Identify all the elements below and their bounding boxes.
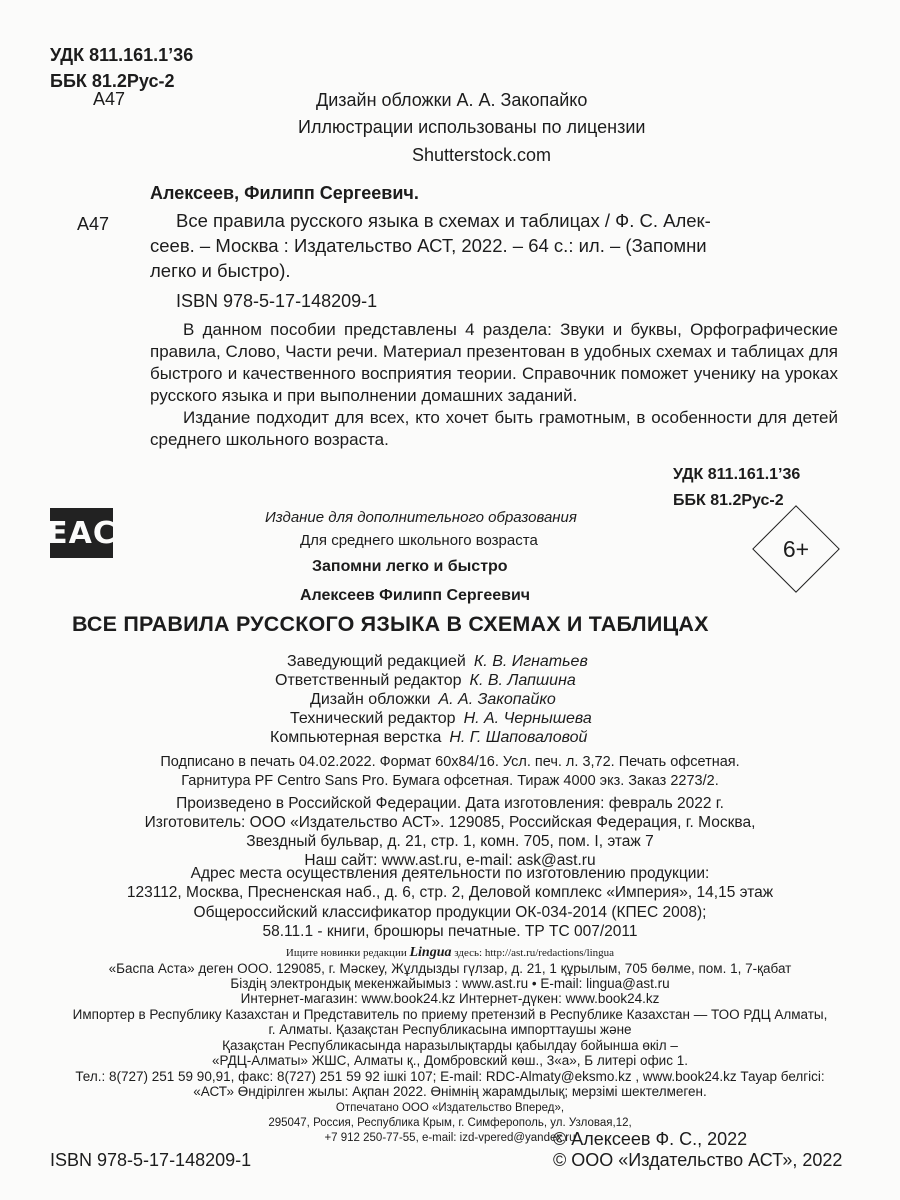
production-line1: Произведено в Российской Федерации. Дата изготовления: февраль 2022 г. [176, 795, 724, 812]
staff-row [290, 710, 592, 728]
staff-row [310, 691, 556, 709]
staff-role: Технический редактор [290, 710, 456, 727]
catalog-description-line2: сеев. – Москва : Издательство АСТ, 2022. – 64 с.: ил. – (Запомни [150, 235, 707, 256]
staff-name: А. А. Закопайко [438, 691, 556, 708]
lingua-before: Ищите новинки редакции [285, 947, 407, 959]
edition-audience: Для среднего школьного возраста [300, 532, 538, 549]
printer-line2: 295047, Россия, Республика Крым, г. Симферополь, ул. Узловая,12, [268, 1117, 632, 1129]
udk-code-right: УДК 811.161.1’36 [673, 466, 801, 483]
lingua-logo: Lingua [409, 945, 452, 960]
lingua-line [0, 946, 900, 960]
book-author: Алексеев Филипп Сергеевич [300, 587, 531, 604]
catalog-author-heading: Алексеев, Филипп Сергеевич. [150, 183, 419, 203]
age-rating-label: 6+ [782, 536, 810, 562]
staff-name: К. В. Игнатьев [473, 653, 588, 670]
staff-role: Ответственный редактор [275, 672, 462, 689]
kazakh-line6: Қазақстан Республикасында наразылықтарды қабылдау бойынша өкіл – [222, 1038, 678, 1053]
annotation-paragraph-1: В данном пособии представлены 4 раздела: Звуки и буквы, Орфографические правила, Слово, Части речи. Материал презентован в удобных схемах и таблицах для быстрого и качественного восприятия теории. Справочник поможет ученику на уроках русского языка и при выполнении домашних заданий. [150, 320, 838, 405]
staff-row [287, 653, 588, 671]
author-sign-code: А47 [93, 89, 126, 109]
production-line4: Наш сайт: www.ast.ru, e-mail: ask@ast.ru [304, 852, 596, 869]
book-title: ВСЕ ПРАВИЛА РУССКОГО ЯЗЫКА В СХЕМАХ И ТАБЛИЦАХ [72, 612, 709, 636]
staff-role: Компьютерная верстка [270, 729, 442, 746]
copyright-publisher: © ООО «Издательство АСТ», 2022 [553, 1150, 843, 1170]
staff-name: Н. А. Чернышева [463, 710, 592, 727]
printer-line3: +7 912 250-77-55, e-mail: izd-vpered@yandex.ru [324, 1132, 576, 1144]
staff-row [275, 672, 576, 690]
kazakh-line5: г. Алматы. Қазақстан Республикасына импорттаушы және [268, 1022, 632, 1037]
annotation-paragraph-2: Издание подходит для всех, кто хочет быть грамотным, в особенности для детей среднего школьного возраста. [150, 408, 838, 449]
bbk-code: ББК 81.2Рус-2 [50, 71, 175, 91]
kazakh-line3: Интернет-магазин: www.book24.kz Интернет-дүкен: www.book24.kz [240, 991, 660, 1006]
kazakh-line7: «РДЦ-Алматы» ЖШС, Алматы қ., Домбровский көш., 3«а», Б литері офис 1. [212, 1053, 688, 1068]
production-line8: 58.11.1 - книги, брошюры печатные. ТР ТС 007/2011 [262, 923, 638, 940]
kazakh-line9: «АСТ» Өндірілген жылы: Ақпан 2022. Өнімнің жарамдылық; мерзімі шектелмеген. [193, 1084, 707, 1099]
bbk-code-right: ББК 81.2Рус-2 [673, 492, 784, 509]
production-line5: Адрес места осуществления деятельности по изготовлению продукции: [190, 865, 710, 882]
kazakh-line4: Импортер в Республику Казахстан и Представитель по приему претензий в Республике Казахстан — ТОО РДЦ Алматы, [72, 1007, 828, 1022]
catalog-code: А47 [77, 214, 110, 234]
staff-role: Заведующий редакцией [287, 653, 466, 670]
catalog-description-line1: Все правила русского языка в схемах и таблицах / Ф. С. Алек- [176, 210, 711, 231]
eac-mark-text: EAC [47, 515, 116, 551]
printer-line1: Отпечатано ООО «Издательство Вперед», [335, 1102, 565, 1114]
production-line6: 123112, Москва, Пресненская наб., д. 6, стр. 2, Деловой комплекс «Империя», 14,15 этаж [126, 884, 774, 901]
kazakh-line8: Тел.: 8(727) 251 59 90,91, факс: 8(727) 251 59 92 ішкі 107; E-mail: RDC-Almaty@eksmo.kz , www.book24.kz Тауар белгісі: [75, 1069, 825, 1084]
illustrations-license: Иллюстрации использованы по лицензии [298, 117, 646, 137]
udk-code: УДК 811.161.1’36 [50, 45, 194, 65]
kazakh-line1: «Баспа Аста» деген ООО. 129085, г. Мәскеу, Жұлдызды гүлзар, д. 21, 1 құрылым, 705 бөлме, пом. 1, 7-қабат [108, 961, 792, 976]
cover-design-credit: Дизайн обложки А. А. Закопайко [316, 90, 588, 110]
edition-purpose: Издание для дополнительного образования [265, 509, 577, 526]
staff-row [270, 729, 587, 747]
lingua-after: здесь: http://ast.ru/redactions/lingua [454, 947, 615, 959]
catalog-description-line3: легко и быстро). [150, 260, 291, 281]
print-info-line2: Гарнитура PF Centro Sans Pro. Бумага офсетная. Тираж 4000 экз. Заказ 2273/2. [181, 773, 719, 789]
illustrations-source: Shutterstock.com [412, 145, 552, 165]
staff-name: К. В. Лапшина [469, 672, 576, 689]
eac-certification-icon [47, 508, 116, 558]
print-info-line1: Подписано в печать 04.02.2022. Формат 60х84/16. Усл. печ. л. 3,72. Печать офсетная. [160, 754, 740, 770]
staff-role: Дизайн обложки [310, 691, 431, 708]
annotation [150, 319, 838, 451]
kazakh-line2: Біздің электрондық мекенжайымыз : www.ast.ru • E-mail: lingua@ast.ru [230, 976, 670, 991]
footer-isbn: ISBN 978-5-17-148209-1 [50, 1150, 252, 1170]
catalog-isbn: ISBN 978-5-17-148209-1 [176, 291, 378, 311]
production-line3: Звездный бульвар, д. 21, стр. 1, комн. 705, пом. I, этаж 7 [246, 833, 654, 850]
series-name: Запомни легко и быстро [312, 558, 508, 575]
production-line7: Общероссийский классификатор продукции ОК-034-2014 (КПЕС 2008); [193, 904, 707, 921]
production-line2: Изготовитель: ООО «Издательство АСТ». 129085, Российская Федерация, г. Москва, [144, 814, 756, 831]
copyright-author: © Алексеев Ф. С., 2022 [553, 1129, 748, 1149]
staff-name: Н. Г. Шаповаловой [449, 729, 588, 746]
